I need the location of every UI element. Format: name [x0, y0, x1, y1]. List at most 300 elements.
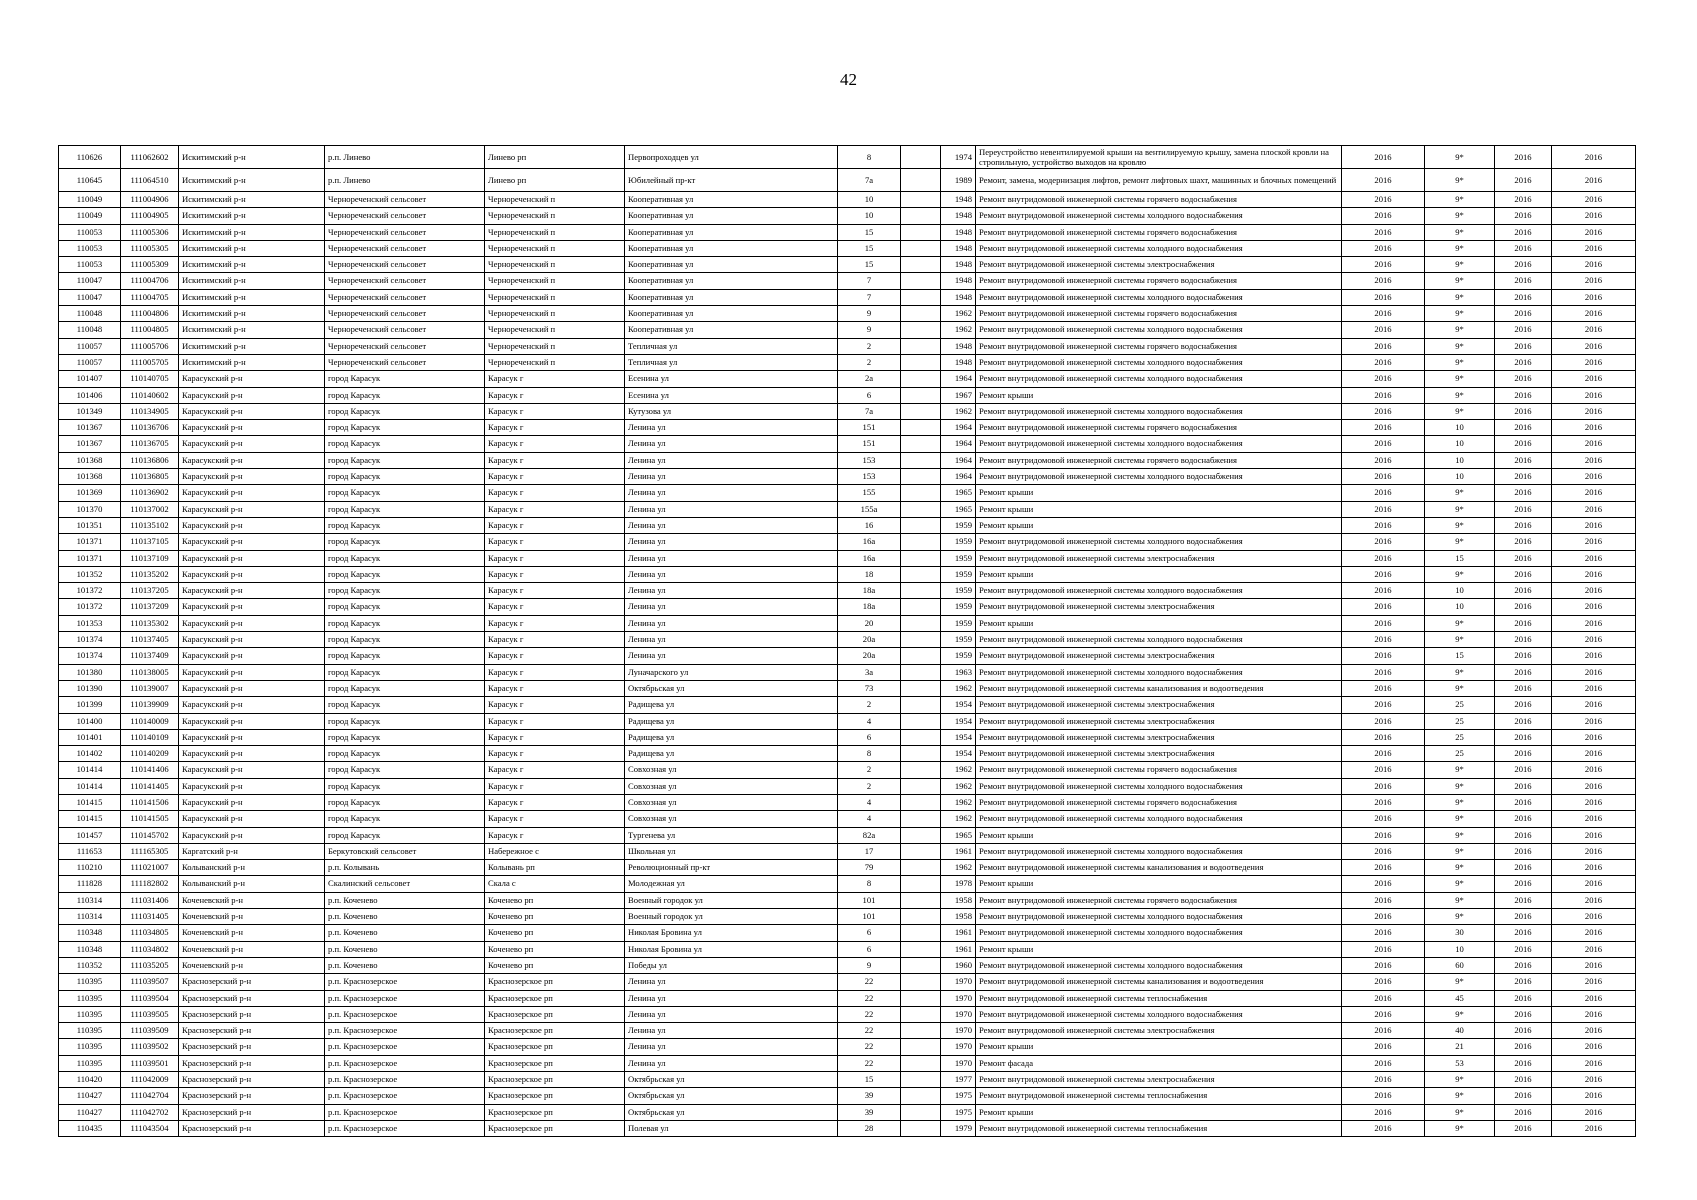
cell-work-id: 111039504 [121, 990, 179, 1006]
cell-district: Карасукский р-н [179, 680, 325, 696]
cell-locality: Коченево рп [485, 892, 625, 908]
cell-year-built: 1970 [941, 1039, 976, 1055]
cell-street: Первопроходцев ул [625, 146, 838, 169]
cell-work-type: Ремонт внутридомовой инженерной системы холодного водоснабжения [976, 811, 1342, 827]
table-row [59, 338, 1636, 354]
cell-house-number: 2 [838, 762, 901, 778]
capital-repair-table [58, 145, 1636, 1137]
cell-district: Карасукский р-н [179, 436, 325, 452]
cell-street: Совхозная ул [625, 762, 838, 778]
table-row [59, 240, 1636, 256]
cell-house-number: 15 [838, 257, 901, 273]
cell-planned-cost-index: 9* [1425, 354, 1495, 370]
cell-house-id: 110352 [59, 957, 121, 973]
cell-municipality: город Карасук [325, 420, 485, 436]
cell-work-type: Ремонт внутридомовой инженерной системы электроснабжения [976, 599, 1342, 615]
cell-building [901, 550, 941, 566]
cell-end-year: 2016 [1552, 566, 1636, 582]
cell-end-year: 2016 [1552, 436, 1636, 452]
cell-house-number: 101 [838, 909, 901, 925]
cell-municipality: город Карасук [325, 697, 485, 713]
cell-work-type: Ремонт внутридомовой инженерной системы горячего водоснабжения [976, 892, 1342, 908]
cell-plan-year: 2016 [1342, 648, 1425, 664]
cell-work-type: Ремонт крыши [976, 615, 1342, 631]
cell-year-built: 1948 [941, 273, 976, 289]
cell-district: Искитимский р-н [179, 192, 325, 208]
cell-year-built: 1948 [941, 192, 976, 208]
cell-end-year: 2016 [1552, 240, 1636, 256]
cell-year-built: 1948 [941, 240, 976, 256]
cell-street: Тургенева ул [625, 827, 838, 843]
cell-year-built: 1962 [941, 860, 976, 876]
cell-house-number: 151 [838, 436, 901, 452]
cell-work-type: Ремонт внутридомовой инженерной системы канализования и водоотведения [976, 974, 1342, 990]
cell-locality: Краснозерское рп [485, 1023, 625, 1039]
cell-start-year: 2016 [1495, 420, 1552, 436]
cell-building [901, 599, 941, 615]
cell-year-built: 1970 [941, 1006, 976, 1022]
cell-plan-year: 2016 [1342, 632, 1425, 648]
table-row [59, 778, 1636, 794]
cell-plan-year: 2016 [1342, 224, 1425, 240]
cell-building [901, 811, 941, 827]
cell-house-id: 101351 [59, 517, 121, 533]
table-row [59, 827, 1636, 843]
cell-street: Радищева ул [625, 713, 838, 729]
cell-planned-cost-index: 9* [1425, 843, 1495, 859]
cell-end-year: 2016 [1552, 664, 1636, 680]
cell-plan-year: 2016 [1342, 322, 1425, 338]
cell-work-type: Ремонт внутридомовой инженерной системы холодного водоснабжения [976, 403, 1342, 419]
cell-district: Карасукский р-н [179, 403, 325, 419]
cell-end-year: 2016 [1552, 1039, 1636, 1055]
table-row [59, 420, 1636, 436]
cell-house-number: 153 [838, 469, 901, 485]
cell-planned-cost-index: 9* [1425, 289, 1495, 305]
cell-plan-year: 2016 [1342, 501, 1425, 517]
cell-house-id: 101407 [59, 371, 121, 387]
cell-building [901, 957, 941, 973]
cell-year-built: 1958 [941, 909, 976, 925]
cell-locality: Чернореченский п [485, 273, 625, 289]
cell-street: Ленина ул [625, 974, 838, 990]
cell-year-built: 1962 [941, 794, 976, 810]
cell-district: Коченевский р-н [179, 909, 325, 925]
cell-work-type: Ремонт внутридомовой инженерной системы холодного водоснабжения [976, 843, 1342, 859]
cell-municipality: город Карасук [325, 729, 485, 745]
cell-year-built: 1964 [941, 420, 976, 436]
table-row [59, 1006, 1636, 1022]
cell-work-type: Ремонт внутридомовой инженерной системы холодного водоснабжения [976, 534, 1342, 550]
cell-locality: Карасук г [485, 534, 625, 550]
cell-municipality: город Карасук [325, 778, 485, 794]
cell-start-year: 2016 [1495, 322, 1552, 338]
cell-locality: Карасук г [485, 387, 625, 403]
cell-house-id: 110053 [59, 224, 121, 240]
cell-plan-year: 2016 [1342, 452, 1425, 468]
table-row [59, 1023, 1636, 1039]
cell-work-type: Ремонт внутридомовой инженерной системы холодного водоснабжения [976, 208, 1342, 224]
cell-street: Революционный пр-кт [625, 860, 838, 876]
cell-street: Ленина ул [625, 615, 838, 631]
cell-locality: Карасук г [485, 632, 625, 648]
cell-street: Ленина ул [625, 1055, 838, 1071]
cell-district: Карасукский р-н [179, 762, 325, 778]
cell-municipality: р.п. Линево [325, 169, 485, 192]
cell-street: Радищева ул [625, 697, 838, 713]
cell-year-built: 1948 [941, 257, 976, 273]
cell-start-year: 2016 [1495, 713, 1552, 729]
cell-house-number: 7а [838, 403, 901, 419]
table-row [59, 941, 1636, 957]
cell-start-year: 2016 [1495, 534, 1552, 550]
cell-street: Тепличная ул [625, 338, 838, 354]
cell-house-id: 110314 [59, 892, 121, 908]
table-row [59, 811, 1636, 827]
cell-work-id: 111182802 [121, 876, 179, 892]
cell-district: Карасукский р-н [179, 420, 325, 436]
cell-start-year: 2016 [1495, 583, 1552, 599]
cell-plan-year: 2016 [1342, 420, 1425, 436]
cell-planned-cost-index: 9* [1425, 664, 1495, 680]
cell-end-year: 2016 [1552, 909, 1636, 925]
cell-planned-cost-index: 9* [1425, 146, 1495, 169]
cell-street: Ленина ул [625, 436, 838, 452]
table-row [59, 322, 1636, 338]
cell-year-built: 1959 [941, 648, 976, 664]
table-row [59, 289, 1636, 305]
table-row [59, 876, 1636, 892]
cell-start-year: 2016 [1495, 338, 1552, 354]
cell-work-id: 110136902 [121, 485, 179, 501]
cell-year-built: 1978 [941, 876, 976, 892]
table-row [59, 1120, 1636, 1136]
cell-locality: Краснозерское рп [485, 1006, 625, 1022]
cell-end-year: 2016 [1552, 1088, 1636, 1104]
cell-building [901, 1039, 941, 1055]
cell-house-id: 110048 [59, 306, 121, 322]
cell-work-id: 111005705 [121, 354, 179, 370]
cell-house-id: 110210 [59, 860, 121, 876]
cell-end-year: 2016 [1552, 354, 1636, 370]
cell-house-id: 110427 [59, 1104, 121, 1120]
cell-house-number: 39 [838, 1088, 901, 1104]
cell-municipality: р.п. Коченево [325, 957, 485, 973]
cell-municipality: город Карасук [325, 746, 485, 762]
cell-work-type: Ремонт внутридомовой инженерной системы горячего водоснабжения [976, 420, 1342, 436]
cell-building [901, 1055, 941, 1071]
cell-work-type: Ремонт крыши [976, 1039, 1342, 1055]
cell-street: Ленина ул [625, 517, 838, 533]
table-row [59, 387, 1636, 403]
cell-year-built: 1960 [941, 957, 976, 973]
cell-start-year: 2016 [1495, 566, 1552, 582]
cell-planned-cost-index: 10 [1425, 583, 1495, 599]
cell-start-year: 2016 [1495, 615, 1552, 631]
cell-end-year: 2016 [1552, 794, 1636, 810]
cell-house-number: 79 [838, 860, 901, 876]
cell-plan-year: 2016 [1342, 338, 1425, 354]
cell-street: Октябрьская ул [625, 1072, 838, 1088]
cell-building [901, 371, 941, 387]
cell-house-id: 101401 [59, 729, 121, 745]
cell-house-number: 28 [838, 1120, 901, 1136]
cell-planned-cost-index: 9* [1425, 1120, 1495, 1136]
cell-house-number: 8 [838, 746, 901, 762]
cell-start-year: 2016 [1495, 778, 1552, 794]
cell-plan-year: 2016 [1342, 387, 1425, 403]
cell-house-id: 110048 [59, 322, 121, 338]
cell-locality: Карасук г [485, 697, 625, 713]
cell-municipality: город Карасук [325, 648, 485, 664]
cell-building [901, 583, 941, 599]
cell-house-id: 101399 [59, 697, 121, 713]
cell-work-id: 110136706 [121, 420, 179, 436]
cell-district: Карасукский р-н [179, 697, 325, 713]
cell-end-year: 2016 [1552, 1120, 1636, 1136]
cell-plan-year: 2016 [1342, 289, 1425, 305]
cell-district: Коченевский р-н [179, 957, 325, 973]
cell-locality: Краснозерское рп [485, 1088, 625, 1104]
cell-house-number: 17 [838, 843, 901, 859]
table-body [59, 146, 1636, 1137]
cell-municipality: город Карасук [325, 583, 485, 599]
cell-street: Октябрьская ул [625, 1088, 838, 1104]
cell-building [901, 664, 941, 680]
cell-house-number: 22 [838, 990, 901, 1006]
cell-end-year: 2016 [1552, 550, 1636, 566]
cell-year-built: 1959 [941, 517, 976, 533]
cell-district: Искитимский р-н [179, 224, 325, 240]
cell-street: Ленина ул [625, 599, 838, 615]
table-row [59, 257, 1636, 273]
cell-district: Искитимский р-н [179, 354, 325, 370]
cell-plan-year: 2016 [1342, 517, 1425, 533]
table-row [59, 550, 1636, 566]
cell-municipality: город Карасук [325, 469, 485, 485]
cell-start-year: 2016 [1495, 664, 1552, 680]
cell-work-type: Ремонт внутридомовой инженерной системы холодного водоснабжения [976, 909, 1342, 925]
table-row [59, 1104, 1636, 1120]
cell-house-id: 101371 [59, 550, 121, 566]
cell-building [901, 794, 941, 810]
cell-house-number: 155а [838, 501, 901, 517]
table-row [59, 273, 1636, 289]
table-row [59, 697, 1636, 713]
cell-district: Колыванский р-н [179, 860, 325, 876]
cell-year-built: 1959 [941, 566, 976, 582]
cell-street: Николая Бровина ул [625, 925, 838, 941]
cell-start-year: 2016 [1495, 257, 1552, 273]
cell-work-id: 111005706 [121, 338, 179, 354]
cell-end-year: 2016 [1552, 501, 1636, 517]
cell-work-type: Ремонт крыши [976, 827, 1342, 843]
cell-street: Ленина ул [625, 452, 838, 468]
cell-planned-cost-index: 10 [1425, 941, 1495, 957]
cell-house-number: 20 [838, 615, 901, 631]
cell-building [901, 974, 941, 990]
cell-work-type: Ремонт внутридомовой инженерной системы электроснабжения [976, 697, 1342, 713]
cell-work-type: Ремонт внутридомовой инженерной системы холодного водоснабжения [976, 289, 1342, 305]
cell-building [901, 387, 941, 403]
cell-start-year: 2016 [1495, 974, 1552, 990]
cell-work-id: 110141505 [121, 811, 179, 827]
cell-municipality: Чернореченский сельсовет [325, 224, 485, 240]
cell-work-id: 110137209 [121, 599, 179, 615]
cell-end-year: 2016 [1552, 811, 1636, 827]
cell-planned-cost-index: 9* [1425, 169, 1495, 192]
cell-end-year: 2016 [1552, 648, 1636, 664]
cell-year-built: 1970 [941, 1055, 976, 1071]
cell-house-number: 20а [838, 648, 901, 664]
cell-work-id: 110135102 [121, 517, 179, 533]
cell-building [901, 762, 941, 778]
cell-house-number: 15 [838, 224, 901, 240]
cell-plan-year: 2016 [1342, 599, 1425, 615]
cell-house-id: 111828 [59, 876, 121, 892]
cell-planned-cost-index: 9* [1425, 876, 1495, 892]
cell-plan-year: 2016 [1342, 713, 1425, 729]
cell-building [901, 485, 941, 501]
cell-start-year: 2016 [1495, 224, 1552, 240]
cell-building [901, 169, 941, 192]
cell-district: Карасукский р-н [179, 371, 325, 387]
cell-municipality: Чернореченский сельсовет [325, 208, 485, 224]
cell-work-id: 110141506 [121, 794, 179, 810]
cell-planned-cost-index: 9* [1425, 762, 1495, 778]
cell-plan-year: 2016 [1342, 469, 1425, 485]
cell-year-built: 1954 [941, 746, 976, 762]
cell-building [901, 208, 941, 224]
cell-building [901, 925, 941, 941]
cell-building [901, 876, 941, 892]
cell-municipality: Чернореченский сельсовет [325, 354, 485, 370]
table-row [59, 974, 1636, 990]
cell-building [901, 501, 941, 517]
cell-locality: Карасук г [485, 648, 625, 664]
table-row [59, 224, 1636, 240]
cell-start-year: 2016 [1495, 1006, 1552, 1022]
cell-year-built: 1961 [941, 925, 976, 941]
cell-municipality: р.п. Краснозерское [325, 1006, 485, 1022]
cell-locality: Чернореченский п [485, 240, 625, 256]
cell-building [901, 1088, 941, 1104]
cell-start-year: 2016 [1495, 273, 1552, 289]
cell-work-type: Ремонт внутридомовой инженерной системы горячего водоснабжения [976, 192, 1342, 208]
cell-municipality: Чернореченский сельсовет [325, 257, 485, 273]
cell-planned-cost-index: 10 [1425, 469, 1495, 485]
cell-year-built: 1964 [941, 469, 976, 485]
cell-street: Ленина ул [625, 1039, 838, 1055]
table-row [59, 354, 1636, 370]
cell-work-id: 111005309 [121, 257, 179, 273]
cell-start-year: 2016 [1495, 876, 1552, 892]
cell-house-id: 101390 [59, 680, 121, 696]
cell-street: Ленина ул [625, 566, 838, 582]
cell-year-built: 1959 [941, 534, 976, 550]
cell-district: Коченевский р-н [179, 892, 325, 908]
cell-plan-year: 2016 [1342, 794, 1425, 810]
cell-street: Кооперативная ул [625, 273, 838, 289]
cell-district: Карасукский р-н [179, 794, 325, 810]
cell-house-number: 7 [838, 273, 901, 289]
cell-year-built: 1964 [941, 452, 976, 468]
cell-work-id: 110136806 [121, 452, 179, 468]
cell-district: Колыванский р-н [179, 876, 325, 892]
cell-work-type: Ремонт внутридомовой инженерной системы холодного водоснабжения [976, 322, 1342, 338]
cell-planned-cost-index: 9* [1425, 1006, 1495, 1022]
cell-start-year: 2016 [1495, 843, 1552, 859]
cell-work-type: Ремонт внутридомовой инженерной системы электроснабжения [976, 550, 1342, 566]
cell-locality: Чернореченский п [485, 354, 625, 370]
cell-work-id: 110140209 [121, 746, 179, 762]
cell-plan-year: 2016 [1342, 860, 1425, 876]
cell-planned-cost-index: 9* [1425, 208, 1495, 224]
cell-work-id: 110134905 [121, 403, 179, 419]
cell-district: Карасукский р-н [179, 746, 325, 762]
cell-district: Карасукский р-н [179, 648, 325, 664]
cell-start-year: 2016 [1495, 306, 1552, 322]
cell-end-year: 2016 [1552, 469, 1636, 485]
cell-year-built: 1965 [941, 485, 976, 501]
cell-building [901, 680, 941, 696]
cell-work-id: 110139007 [121, 680, 179, 696]
cell-planned-cost-index: 9* [1425, 371, 1495, 387]
cell-plan-year: 2016 [1342, 615, 1425, 631]
cell-work-id: 111004906 [121, 192, 179, 208]
cell-start-year: 2016 [1495, 990, 1552, 1006]
cell-year-built: 1948 [941, 289, 976, 305]
cell-house-number: 7 [838, 289, 901, 305]
table-row [59, 1055, 1636, 1071]
cell-street: Военный городок ул [625, 892, 838, 908]
cell-plan-year: 2016 [1342, 1104, 1425, 1120]
cell-planned-cost-index: 9* [1425, 224, 1495, 240]
cell-start-year: 2016 [1495, 517, 1552, 533]
cell-work-id: 111031406 [121, 892, 179, 908]
cell-end-year: 2016 [1552, 420, 1636, 436]
cell-municipality: Чернореченский сельсовет [325, 338, 485, 354]
cell-work-type: Ремонт внутридомовой инженерной системы холодного водоснабжения [976, 1006, 1342, 1022]
cell-municipality: р.п. Краснозерское [325, 974, 485, 990]
cell-locality: Чернореченский п [485, 322, 625, 338]
cell-locality: Карасук г [485, 550, 625, 566]
cell-house-id: 101374 [59, 648, 121, 664]
cell-planned-cost-index: 25 [1425, 746, 1495, 762]
cell-work-id: 110135302 [121, 615, 179, 631]
cell-work-type: Ремонт крыши [976, 566, 1342, 582]
cell-work-id: 111005305 [121, 240, 179, 256]
cell-planned-cost-index: 9* [1425, 1088, 1495, 1104]
cell-district: Карасукский р-н [179, 729, 325, 745]
cell-year-built: 1970 [941, 990, 976, 1006]
cell-district: Краснозерский р-н [179, 1072, 325, 1088]
cell-work-type: Ремонт крыши [976, 387, 1342, 403]
cell-street: Есенина ул [625, 387, 838, 403]
cell-planned-cost-index: 9* [1425, 632, 1495, 648]
cell-house-id: 101367 [59, 436, 121, 452]
cell-street: Ленина ул [625, 583, 838, 599]
cell-plan-year: 2016 [1342, 1023, 1425, 1039]
cell-plan-year: 2016 [1342, 240, 1425, 256]
cell-house-id: 101457 [59, 827, 121, 843]
cell-work-id: 110141406 [121, 762, 179, 778]
cell-end-year: 2016 [1552, 599, 1636, 615]
cell-work-type: Ремонт внутридомовой инженерной системы электроснабжения [976, 1072, 1342, 1088]
cell-year-built: 1962 [941, 778, 976, 794]
cell-locality: Линево рп [485, 169, 625, 192]
cell-street: Луначарского ул [625, 664, 838, 680]
